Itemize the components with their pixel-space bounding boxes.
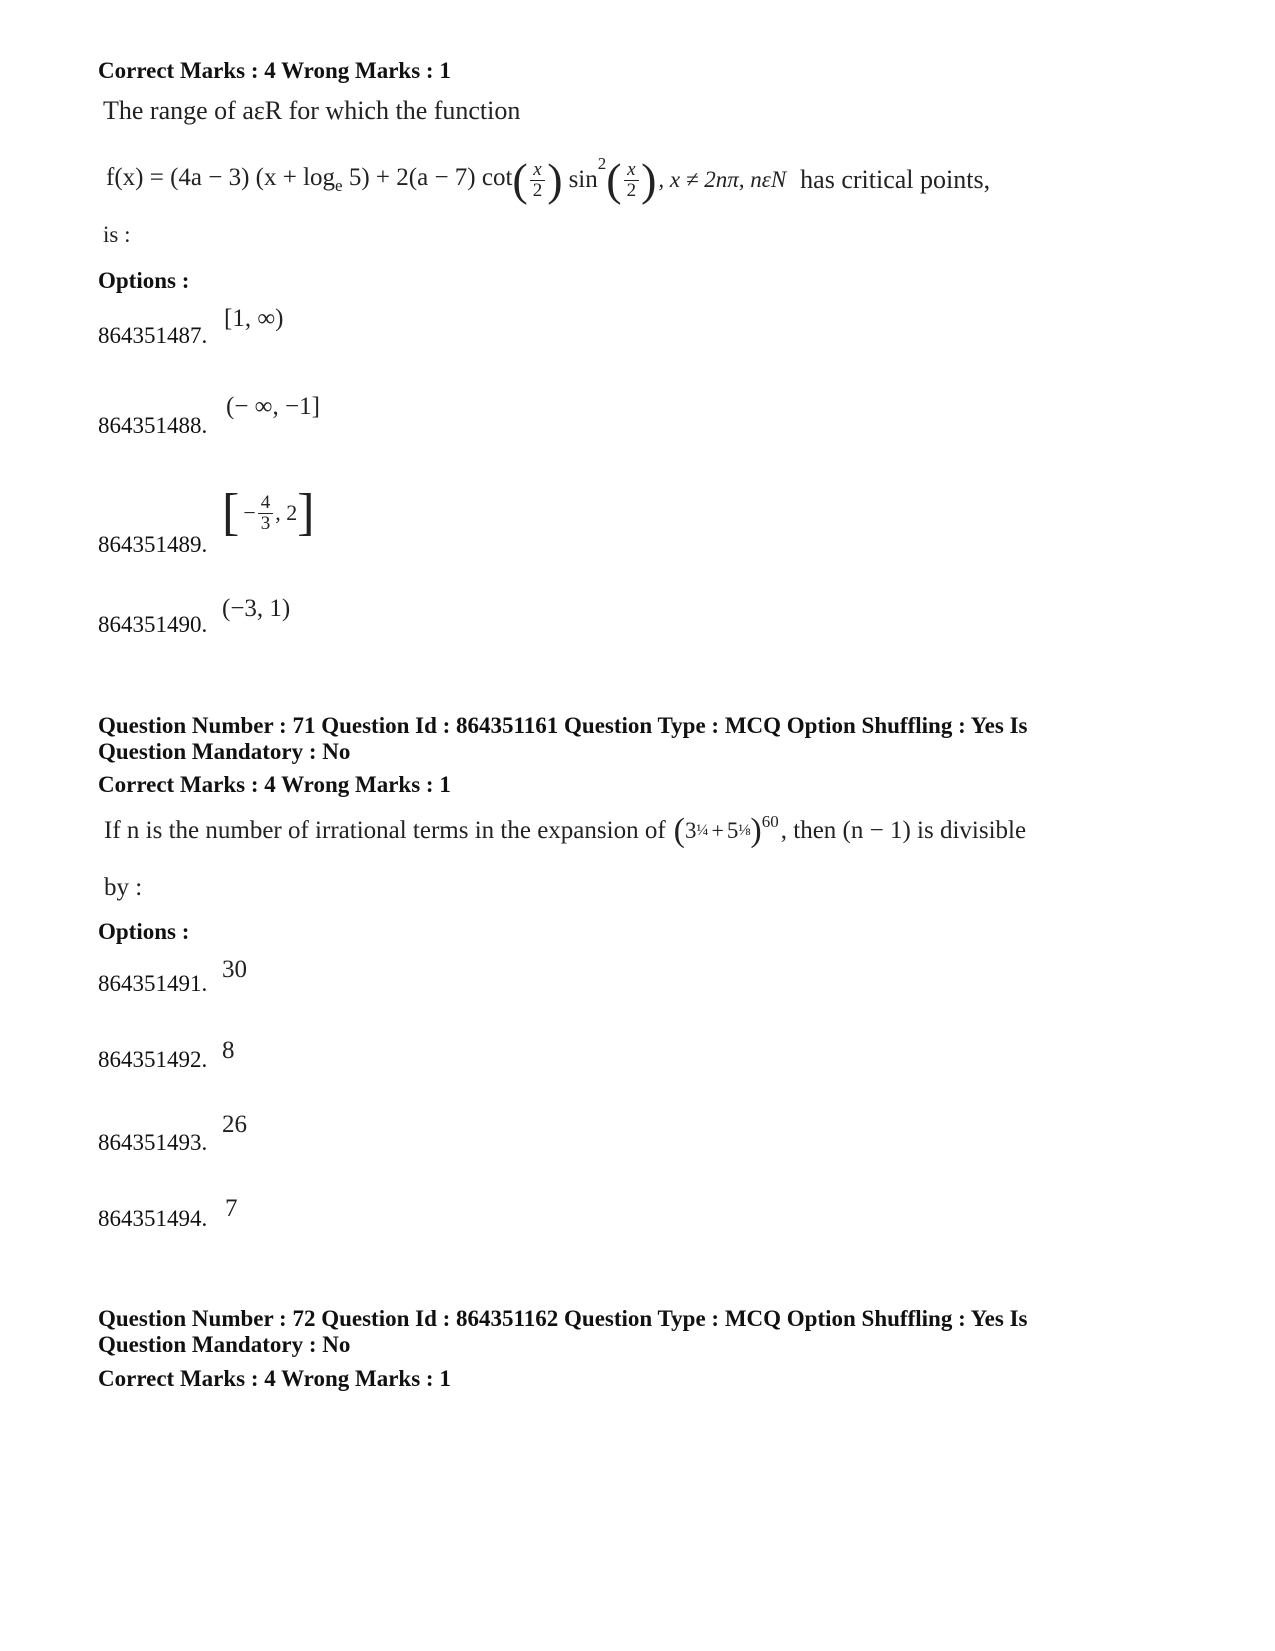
q71-expr-plus: + <box>711 818 724 843</box>
q70-option-4-id: 864351490. <box>98 612 208 637</box>
q71-option-3-value: 26 <box>222 1111 247 1138</box>
q70-option-3-value: [ − $\frac{4}{3}$ , 2 ] <box>222 484 315 541</box>
q71-option-4-value: 7 <box>225 1195 238 1222</box>
q70-option-2-id: 864351488. <box>98 413 208 438</box>
q72-header-line2: Question Mandatory : No <box>98 1332 351 1357</box>
q70-option-3-id: 864351489. <box>98 532 208 557</box>
q71-stem-text: If n is the number of irrational terms in the expansion of <box>104 817 666 844</box>
q70-option-1-value: [1, ∞) <box>224 305 284 332</box>
q71-expr-base2: 5 <box>726 818 739 843</box>
q72-marks: Correct Marks : 4 Wrong Marks : 1 <box>98 1366 451 1391</box>
q70-formula-sin-power: 2 <box>597 154 607 173</box>
q71-expr-power: 60 <box>761 812 779 831</box>
q71-header-line1: Question Number : 71 Question Id : 864351161 Question Type : MCQ Option Shuffling : Yes Is <box>98 713 1028 738</box>
q70-cot-frac-num: x <box>530 160 544 181</box>
q70-option-1-id: 864351487. <box>98 323 208 348</box>
q70-options-label: Options : <box>98 268 190 293</box>
q70-formula-lhs: f(x) = (4a − 3) (x + log <box>106 164 336 191</box>
q70-marks: Correct Marks : 4 Wrong Marks : 1 <box>98 58 451 83</box>
q70-cot-frac-den: 2 <box>532 179 543 201</box>
q71-option-1-value: 30 <box>222 956 247 983</box>
q71-options-label: Options : <box>98 919 190 944</box>
q71-expression: ( 3 ¼ + 5 ⅛ ) $^{60}$ <box>673 812 779 849</box>
q71-stem <box>104 806 1026 856</box>
q70-formula-tail: has critical points, <box>800 165 991 194</box>
q70-option-2-value: (− ∞, −1] <box>226 393 320 420</box>
q70-option-3-frac-num: 4 <box>258 493 274 514</box>
q70-formula-condition: , x ≠ 2nπ, nεN <box>658 167 787 192</box>
q70-stem-text: The range of aεR for which the function <box>103 96 521 125</box>
q70-formula-mid: 5) + 2(a − 7) cot <box>348 164 513 191</box>
q70-stem-end: is : <box>103 222 131 247</box>
q71-marks: Correct Marks : 4 Wrong Marks : 1 <box>98 772 451 797</box>
q71-stem-end: by : <box>104 874 143 901</box>
q71-option-3-id: 864351493. <box>98 1130 208 1155</box>
q70-option-3-frac-den: 3 <box>260 512 271 534</box>
q70-formula-log-base: e <box>335 176 343 195</box>
q70-option-3-fraction <box>258 493 274 534</box>
q70-option-3-prefix: − <box>243 500 256 525</box>
q70-option-3-suffix: , 2 <box>275 500 298 525</box>
q70-sin-frac-den: 2 <box>626 179 637 201</box>
q71-expr-exp1: ¼ <box>696 822 709 839</box>
q71-stem-tail: , then (n − 1) is divisible <box>780 817 1027 844</box>
q71-option-1-id: 864351491. <box>98 971 208 996</box>
q71-option-2-value: 8 <box>222 1037 235 1064</box>
q70-sin-fraction <box>624 160 640 201</box>
q71-expr-base1: 3 <box>685 818 697 843</box>
q70-formula-sin: sin <box>568 166 598 193</box>
q72-header-line1: Question Number : 72 Question Id : 864351162 Question Type : MCQ Option Shuffling : Yes Is <box>98 1306 1028 1331</box>
q70-option-4-value: (−3, 1) <box>222 595 291 622</box>
q71-option-4-id: 864351494. <box>98 1206 208 1231</box>
q70-cot-fraction <box>530 160 546 201</box>
q71-expr-exp2: ⅛ <box>738 822 751 839</box>
q70-sin-frac-num: x <box>624 160 638 181</box>
q71-header-line2: Question Mandatory : No <box>98 739 351 764</box>
q71-option-2-id: 864351492. <box>98 1047 208 1072</box>
q70-formula: f(x) = (4a − 3) $(x + \log_e 5) + 2(a - 7)$ cot ( $\frac{x}{2}$ ) sin $^2$ ( $\frac{x}{2}$ ) , x ≠ 2nπ, nεN has critical points, <box>106 154 991 205</box>
